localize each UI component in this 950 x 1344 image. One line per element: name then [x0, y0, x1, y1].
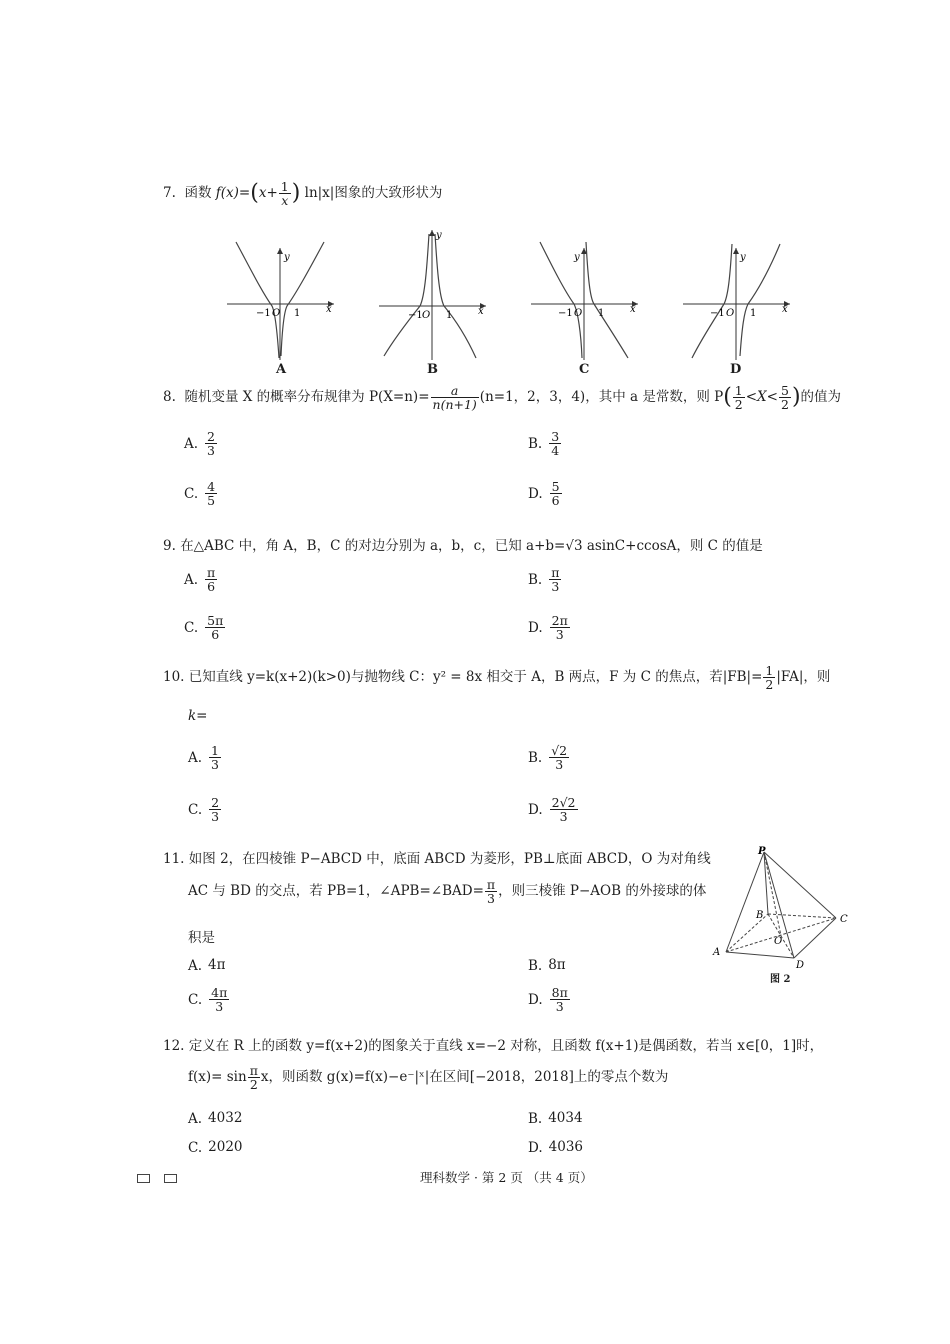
svg-text:O: O: [726, 308, 735, 319]
label-c: C: [840, 914, 848, 925]
q9-option-b[interactable]: B. $\frac{\pi}{3}$: [528, 565, 560, 595]
q7-number: 7.: [163, 185, 176, 202]
q10-number: 10.: [163, 669, 185, 686]
q10-option-d[interactable]: D. $\frac{2√2}{3}$: [528, 795, 576, 825]
q9-number: 9.: [163, 538, 176, 554]
q12-number: 12.: [163, 1038, 185, 1054]
svg-text:x: x: [326, 304, 332, 315]
svg-text:O: O: [574, 308, 583, 319]
axis-y-label: y: [284, 252, 290, 263]
svg-text:x: x: [782, 304, 788, 315]
q9-option-a[interactable]: A. $\frac{\pi}{6}$: [184, 565, 216, 595]
svg-text:−1: −1: [558, 308, 573, 319]
q8-option-b[interactable]: B. $\frac{3}{4}$: [528, 429, 560, 459]
q8-option-a[interactable]: A. $\frac{2}{3}$: [184, 429, 215, 459]
q12-option-b[interactable]: B. 4034: [528, 1110, 583, 1127]
q11-option-d[interactable]: D. $\frac{8\pi}{3}$: [528, 985, 568, 1015]
q8-number: 8.: [163, 389, 176, 406]
q9-option-d[interactable]: D. $\frac{2\pi}{3}$: [528, 613, 568, 643]
q7-graph-label-b: B: [427, 362, 438, 377]
q11-fraction: $\frac{\pi}{3}$: [486, 877, 496, 907]
footer-box-icon: [137, 1174, 150, 1183]
q10-stem: 10. 已知直线 y=k(x+2)(k>0)与抛物线 C：y² = 8x 相交于 A，B 两点，F 为 C 的焦点，若|FB|= $\frac{1}{2}$ |FA|，则: [163, 663, 831, 693]
q12-option-a[interactable]: A. 4032: [188, 1110, 243, 1127]
q7-graph-c: [526, 238, 646, 363]
q12-stem-line2: f(x)= sin $\frac{\pi}{2}$ x，则函数 g(x)=f(x)−e⁻|ˣ|在区间[−2018，2018]上的零点个数为: [188, 1063, 669, 1093]
svg-text:O: O: [272, 308, 281, 319]
q9-stem: 9. 在△ABC 中，角 A，B，C 的对边分别为 a，b，c，已知 a+b=√3 asinC+ccosA，则 C 的值是: [163, 538, 763, 554]
svg-text:−1: −1: [710, 308, 725, 319]
svg-text:1: 1: [598, 308, 605, 319]
label-p: P: [758, 846, 766, 857]
q8-fraction: $\frac{a}{n(n+1)}$: [432, 383, 477, 413]
label-a: A: [713, 947, 721, 958]
q7-graph-label-c: C: [579, 362, 590, 377]
q8-option-c[interactable]: C. $\frac{4}{5}$: [184, 479, 216, 509]
q9-option-c[interactable]: C. $\frac{5\pi}{6}$: [184, 613, 224, 643]
q11-number: 11.: [163, 851, 185, 867]
svg-text:1: 1: [446, 310, 453, 321]
svg-text:x: x: [630, 304, 636, 315]
q10-stem-line2: k=: [188, 708, 208, 724]
q10-fraction: $\frac{1}{2}$: [765, 663, 774, 693]
q12-option-d[interactable]: D. 4036: [528, 1139, 583, 1156]
q7-graph-b: [374, 226, 494, 363]
footer-box-icon: [164, 1174, 177, 1183]
svg-text:y: y: [740, 252, 746, 263]
q11-figure-caption: 图 2: [770, 974, 791, 985]
svg-text:1: 1: [294, 308, 301, 319]
q12-fraction: $\frac{\pi}{2}$: [249, 1063, 258, 1093]
svg-text:−1: −1: [408, 310, 423, 321]
q11-option-a[interactable]: A. 4π: [188, 957, 226, 974]
q11-stem-line1: 11. 如图 2，在四棱锥 P−ABCD 中，底面 ABCD 为菱形，PB⊥底面 ABCD，O 为对角线: [163, 851, 711, 867]
q10-option-c[interactable]: C. $\frac{2}{3}$: [188, 795, 220, 825]
q10-option-a[interactable]: A. $\frac{1}{3}$: [188, 743, 219, 773]
q11-pyramid-figure: [708, 842, 858, 972]
footer-page-info: 理科数学 · 第 2 页 （共 4 页）: [420, 1170, 593, 1185]
label-d: D: [796, 960, 805, 971]
footer-marks: [137, 1171, 191, 1187]
q11-option-b[interactable]: B. 8π: [528, 957, 566, 974]
q7-graph-d: [678, 238, 798, 363]
q11-option-c[interactable]: C. $\frac{4\pi}{3}$: [188, 985, 228, 1015]
q11-stem-line2: AC 与 BD 的交点，若 PB=1，∠APB=∠BAD= $\frac{\pi}{3}$ ，则三棱锥 P−AOB 的外接球的体: [188, 877, 707, 907]
svg-text:y: y: [436, 230, 442, 241]
q12-stem-line1: 12. 定义在 R 上的函数 y=f(x+2)的图象关于直线 x=−2 对称，且函数 f(x+1)是偶函数，若当 x∈[0，1]时，: [163, 1038, 824, 1054]
svg-text:y: y: [574, 252, 580, 263]
q10-option-b[interactable]: B. $\frac{√2}{3}$: [528, 743, 568, 773]
q7-stem: 7. 函数 f(x)=(x+ $\frac{1}{x}$ ) ln|x|图象的大致形状为: [163, 179, 443, 209]
q8-stem: 8. 随机变量 X 的概率分布规律为 P(X=n)= $\frac{a}{n(n+1)}$ (n=1，2，3，4)，其中 a 是常数，则 P( $\frac{1}{2}$ <X< $\frac{5}{2}$ )的值为: [163, 383, 842, 413]
svg-text:O: O: [422, 310, 431, 321]
q8-option-d[interactable]: D. $\frac{5}{6}$: [528, 479, 560, 509]
label-o: O: [774, 936, 783, 947]
q7-fraction: $\frac{1}{x}$: [280, 179, 289, 209]
q7-graph-label-d: D: [730, 362, 742, 377]
svg-text:1: 1: [750, 308, 757, 319]
q11-stem-line3: 积是: [188, 930, 215, 946]
svg-text:−1: −1: [256, 308, 271, 319]
q7-graph-label-a: A: [276, 362, 287, 377]
svg-text:x: x: [478, 306, 484, 317]
label-b: B: [756, 910, 764, 921]
q12-option-c[interactable]: C. 2020: [188, 1139, 243, 1156]
q7-graph-a: [222, 238, 342, 363]
